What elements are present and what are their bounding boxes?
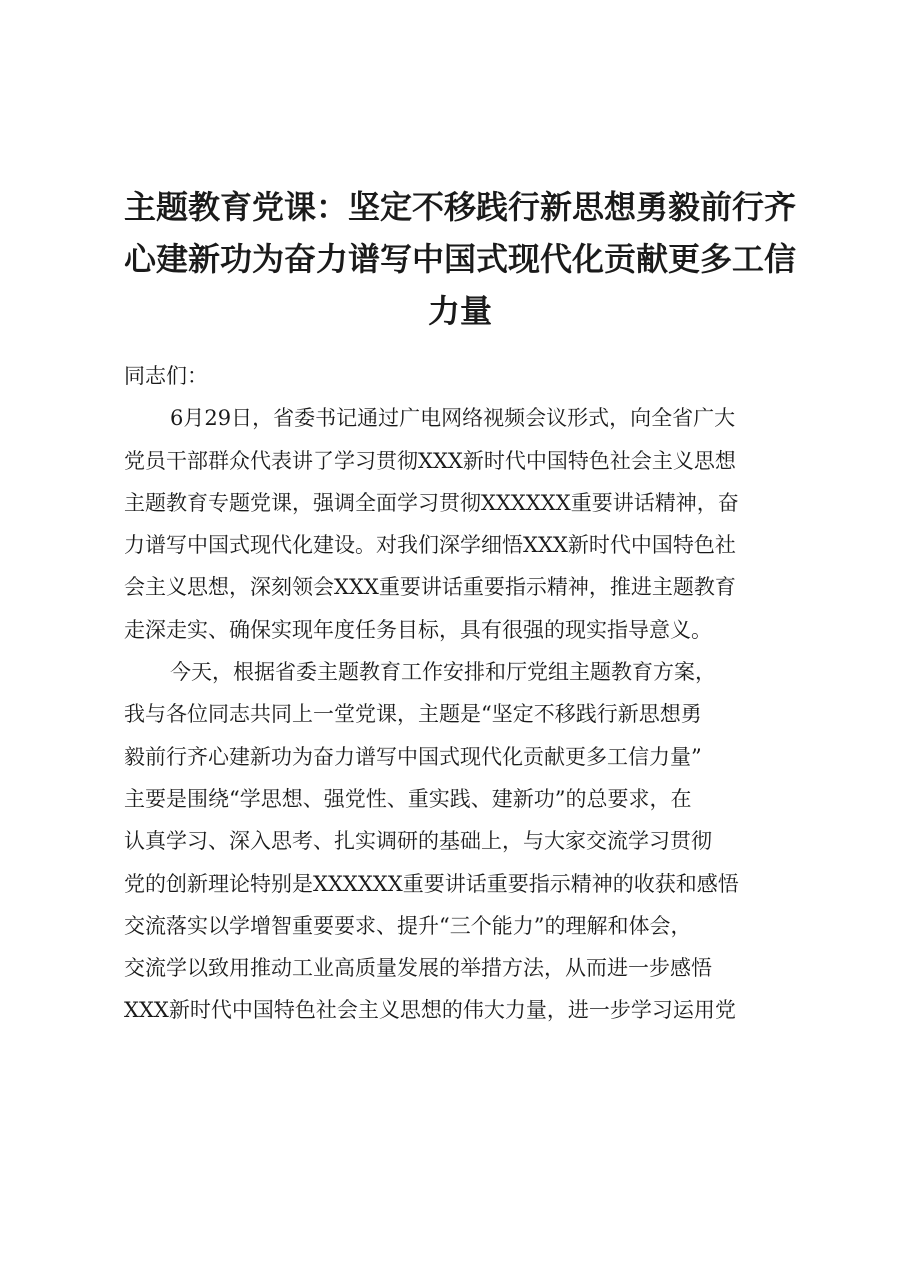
paragraph-line: 走深走实、确保实现年度任务目标，具有很强的现实指导意义。 [124, 617, 712, 642]
paragraph-line: 主题教育专题党课，强调全面学习贯彻XXXXXX重要讲话精神，奋 [124, 490, 739, 515]
paragraph-line: XXX新时代中国特色社会主义思想的伟大力量，进一步学习运用党 [124, 998, 736, 1023]
salutation: 同志们： [124, 364, 208, 388]
paragraph-line: 交流学以致用推动工业高质量发展的举措方法，从而进一步感悟 [124, 956, 712, 981]
paragraph-1 [124, 397, 824, 651]
paragraph-line: 今天，根据省委主题教育工作安排和厅党组主题教育方案， [170, 660, 716, 685]
document-title [100, 181, 820, 337]
document-body [124, 355, 824, 1032]
paragraph-line: 6月29日，省委书记通过广电网络视频会议形式，向全省广大 [170, 406, 736, 431]
paragraph-line: 党员干部群众代表讲了学习贯彻XXX新时代中国特色社会主义思想 [124, 448, 736, 473]
title-line: 主题教育党课：坚定不移践行新思想勇毅前行齐 [123, 188, 796, 226]
title-line: 力量 [427, 292, 492, 330]
paragraph-line: 认真学习、深入思考、扎实调研的基础上，与大家交流学习贯彻 [124, 829, 712, 854]
paragraph-line: 主要是围绕“学思想、强党性、重实践、建新功”的总要求，在 [124, 786, 692, 811]
paragraph-line: 力谱写中国式现代化建设。对我们深学细悟XXX新时代中国特色社 [124, 533, 736, 558]
paragraph-line: 我与各位同志共同上一堂党课，主题是“坚定不移践行新思想勇 [124, 702, 702, 727]
paragraph-line: 毅前行齐心建新功为奋力谱写中国式现代化贡献更多工信力量” [124, 744, 702, 769]
paragraph-2 [124, 651, 824, 1032]
paragraph-line: 交流落实以学增智重要要求、提升“三个能力”的理解和体会， [124, 913, 692, 938]
paragraph-line: 党的创新理论特别是XXXXXX重要讲话重要指示精神的收获和感悟 [124, 871, 739, 896]
paragraph-line: 会主义思想，深刻领会XXX重要讲话重要指示精神，推进主题教育 [124, 575, 736, 600]
title-line: 心建新功为奋力谱写中国式现代化贡献更多工信 [123, 240, 796, 278]
